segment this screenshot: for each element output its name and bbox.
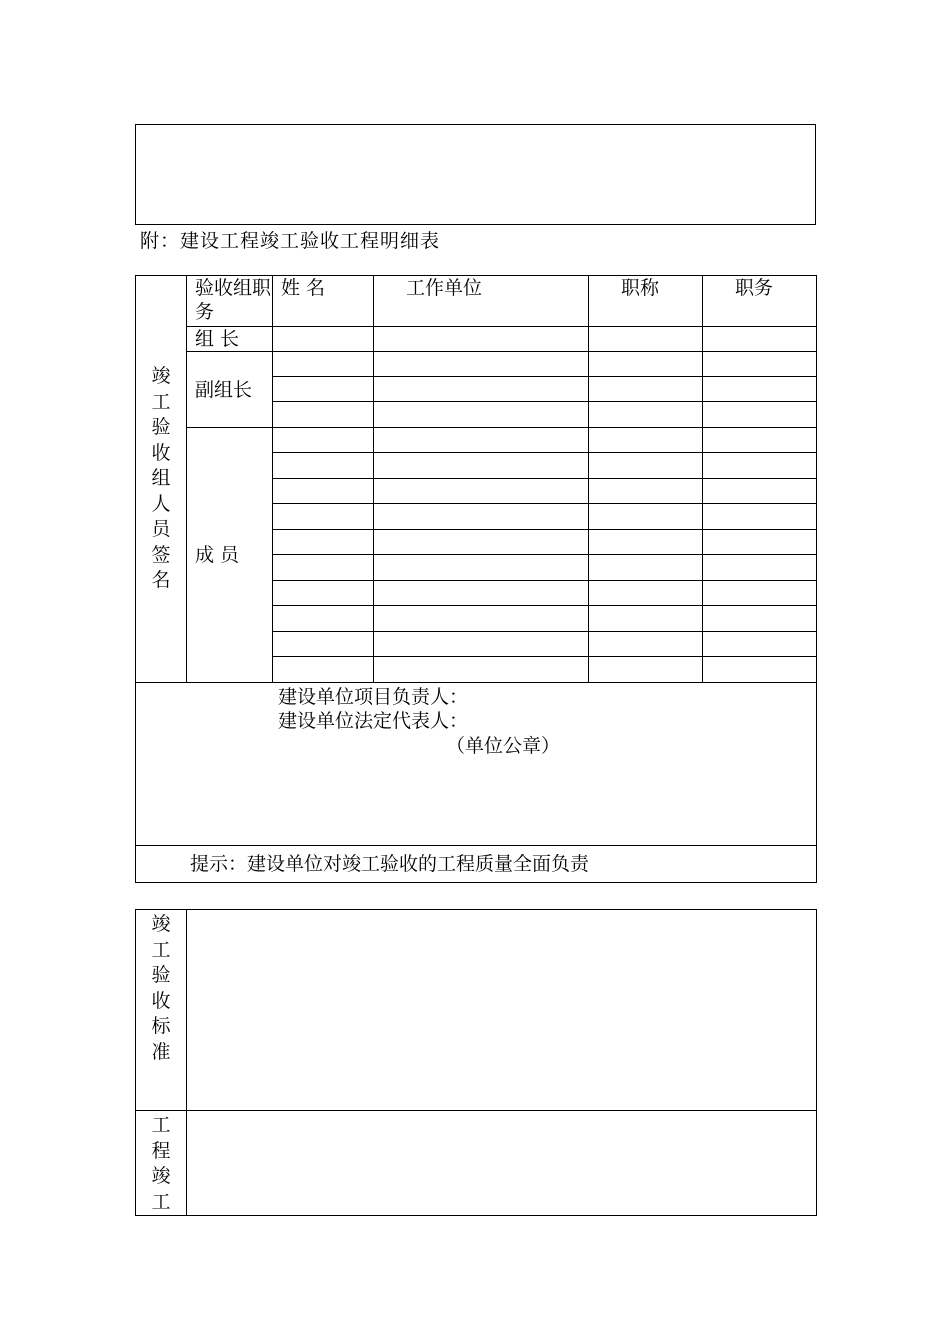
side-label: 竣工验收组人员签名 xyxy=(151,365,171,592)
sign-cell[interactable] xyxy=(374,402,589,428)
standards-table xyxy=(135,909,817,1216)
completion-label-cell xyxy=(136,1111,187,1216)
sign-cell[interactable] xyxy=(374,352,589,377)
sign-cell[interactable] xyxy=(589,555,703,581)
sign-cell[interactable] xyxy=(589,606,703,632)
sign-cell[interactable] xyxy=(703,402,817,428)
sign-cell[interactable] xyxy=(273,504,374,530)
sign-cell[interactable] xyxy=(589,632,703,657)
sign-cell[interactable] xyxy=(589,657,703,683)
header-title-text: 职称 xyxy=(621,277,660,299)
sign-cell[interactable] xyxy=(703,504,817,530)
sign-cell[interactable] xyxy=(703,581,817,606)
header-role-text: 验收组职 务 xyxy=(195,277,272,323)
role-leader xyxy=(187,327,273,352)
role-leader-text: 组 长 xyxy=(195,328,240,350)
sign-cell[interactable] xyxy=(703,657,817,683)
sign-cell[interactable] xyxy=(374,377,589,402)
sign-cell[interactable] xyxy=(703,530,817,555)
header-unit xyxy=(374,276,589,327)
sign-cell[interactable] xyxy=(273,632,374,657)
sign-cell[interactable] xyxy=(703,428,817,453)
standards-label: 竣工验收标准 xyxy=(151,913,171,1063)
sign-cell[interactable] xyxy=(273,402,374,428)
header-name xyxy=(273,276,374,327)
header-position xyxy=(703,276,817,327)
header-position-text: 职务 xyxy=(735,277,774,299)
sign-cell[interactable] xyxy=(589,352,703,377)
sign-cell[interactable] xyxy=(273,555,374,581)
header-role xyxy=(187,276,273,327)
sign-cell[interactable] xyxy=(703,352,817,377)
sign-cell[interactable] xyxy=(273,606,374,632)
sign-cell[interactable] xyxy=(273,453,374,479)
sign-cell[interactable] xyxy=(273,581,374,606)
sign-cell[interactable] xyxy=(703,632,817,657)
sign-cell[interactable] xyxy=(374,657,589,683)
legal-rep-label: 建设单位法定代表人： xyxy=(278,710,469,732)
sign-cell[interactable] xyxy=(589,479,703,504)
seal-label: （单位公章） xyxy=(446,735,561,757)
sign-cell[interactable] xyxy=(273,657,374,683)
attachment-title: 附：建设工程竣工验收工程明细表 xyxy=(140,230,441,252)
sign-cell[interactable] xyxy=(273,377,374,402)
sign-cell[interactable] xyxy=(374,632,589,657)
sign-cell[interactable] xyxy=(374,327,589,352)
tip-row xyxy=(136,846,817,883)
sign-cell[interactable] xyxy=(589,327,703,352)
sign-cell[interactable] xyxy=(703,377,817,402)
completion-content[interactable] xyxy=(187,1111,817,1216)
role-deputy xyxy=(187,352,273,428)
sign-cell[interactable] xyxy=(374,479,589,504)
role-deputy-text: 副组长 xyxy=(195,378,253,401)
sign-cell[interactable] xyxy=(703,479,817,504)
sign-cell[interactable] xyxy=(273,352,374,377)
sign-cell[interactable] xyxy=(589,581,703,606)
sign-cell[interactable] xyxy=(589,530,703,555)
sign-cell[interactable] xyxy=(703,327,817,352)
sign-cell[interactable] xyxy=(589,377,703,402)
sign-cell[interactable] xyxy=(273,428,374,453)
sign-cell[interactable] xyxy=(589,428,703,453)
sign-cell[interactable] xyxy=(703,555,817,581)
sign-cell[interactable] xyxy=(374,555,589,581)
side-label-cell xyxy=(136,276,187,683)
sign-cell[interactable] xyxy=(273,327,374,352)
sign-cell[interactable] xyxy=(374,504,589,530)
sign-off-cell xyxy=(136,683,817,846)
sign-cell[interactable] xyxy=(589,453,703,479)
sign-cell[interactable] xyxy=(374,453,589,479)
sign-cell[interactable] xyxy=(374,606,589,632)
sign-cell[interactable] xyxy=(703,453,817,479)
header-title xyxy=(589,276,703,327)
sign-cell[interactable] xyxy=(374,530,589,555)
sign-cell[interactable] xyxy=(374,581,589,606)
standards-content[interactable] xyxy=(187,910,817,1111)
sign-cell[interactable] xyxy=(273,530,374,555)
tip-text: 提示：建设单位对竣工验收的工程质量全面负责 xyxy=(190,853,590,875)
sign-cell[interactable] xyxy=(703,606,817,632)
sign-cell[interactable] xyxy=(374,428,589,453)
role-member-text: 成 员 xyxy=(195,544,240,566)
project-lead-label: 建设单位项目负责人： xyxy=(278,686,469,708)
header-name-text: 姓 名 xyxy=(281,277,326,299)
sign-cell[interactable] xyxy=(589,402,703,428)
sign-cell[interactable] xyxy=(589,504,703,530)
completion-label: 工程竣工 xyxy=(151,1114,171,1213)
sign-cell[interactable] xyxy=(273,479,374,504)
role-member xyxy=(187,428,273,683)
header-unit-text: 工作单位 xyxy=(406,277,483,299)
signature-table xyxy=(135,275,817,883)
standards-label-cell xyxy=(136,910,187,1111)
top-blank-box xyxy=(135,124,816,225)
